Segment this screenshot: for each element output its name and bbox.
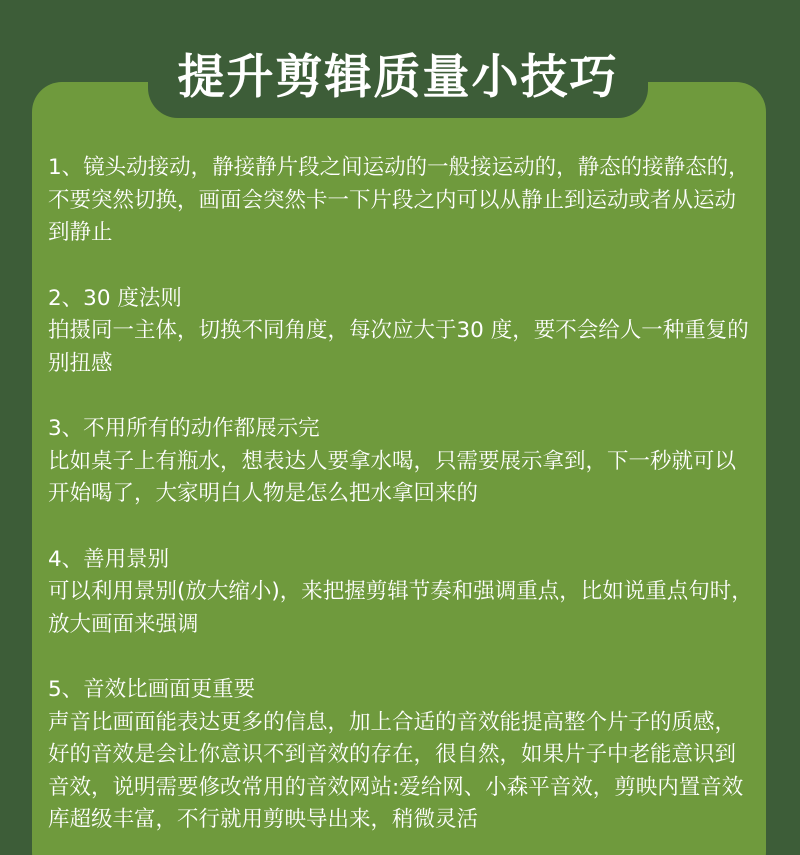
- tip-3-body: 比如桌子上有瓶水，想表达人要拿水喝，只需要展示拿到，下一秒就可以开始喝了，大家明白人物是怎么把水拿回来的: [48, 448, 737, 506]
- tip-section-2: [48, 283, 754, 381]
- page-title: 提升剪辑质量小技巧: [177, 49, 619, 105]
- tip-section-4: [48, 544, 754, 642]
- tip-5-heading: 5、音效比画面更重要: [48, 677, 256, 702]
- title-tab: [148, 36, 648, 118]
- tip-section-1: [48, 152, 754, 250]
- tip-3-heading: 3、不用所有的动作都展示完: [48, 416, 320, 441]
- tip-4-body: 可以利用景别(放大缩小)，来把握剪辑节奏和强调重点，比如说重点句时，放大画面来强调: [48, 579, 753, 637]
- tips-content: [48, 152, 754, 855]
- tip-2-heading: 2、30 度法则: [48, 285, 182, 311]
- tip-4-heading: 4、善用景别: [48, 546, 170, 572]
- tip-2-body: 拍摄同一主体，切换不同角度，每次应大于30 度，要不会给人一种重复的别扭感: [48, 318, 749, 376]
- tip-section-3: [48, 413, 754, 511]
- tip-1-text: 1、镜头动接动，静接静片段之间运动的一般接运动的，静态的接静态的，不要突然切换，画面会突然卡一下片段之内可以从静止到运动或者从运动到静止: [48, 155, 750, 245]
- tip-5-body: 声音比画面能表达更多的信息，加上合适的音效能提高整个片子的质感，好的音效是会让你意识不到音效的存在，很自然，如果片子中老能意识到音效，说明需要修改常用的音效网站:爱给网、小森平音效，剪映内置音效库超级丰富，不行就用剪映导出来，稍微灵活: [48, 709, 744, 832]
- tip-section-5: [48, 674, 754, 837]
